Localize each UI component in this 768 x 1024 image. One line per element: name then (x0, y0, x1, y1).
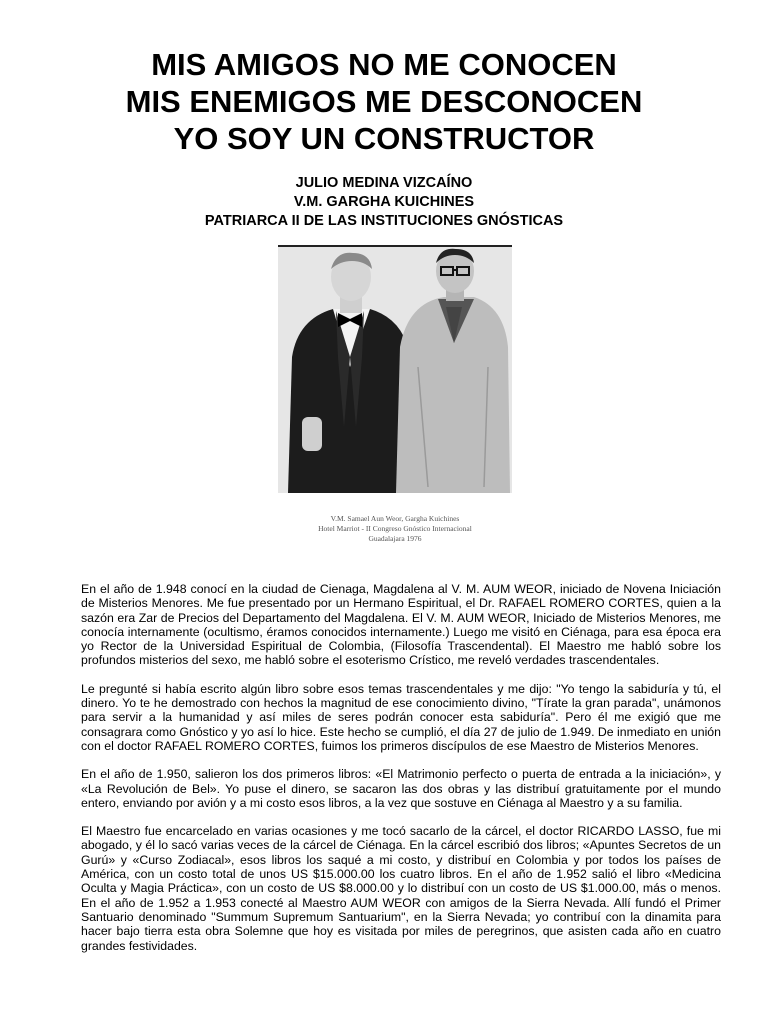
author-role: PATRIARCA II DE LAS INSTITUCIONES GNÓSTICAS (204, 213, 564, 229)
paragraph: En el año de 1.948 conocí en la ciudad de Cienaga, Magdalena al V. M. AUM WEOR, iniciado de Novena Iniciación de Misterios Menores. Me fue presentado por un Hermano Espiritual, el Dr. RAFAEL ROMERO CORTES, quien a la sazón era Zar de Precios del Departamento del Magdalena. El V. M. AUM WEOR, Iniciado de Misterios Menores, me conocía internamente (ocultismo, éramos conocidos internamente.) Luego me visitó en Ciénaga, para esa época era yo Rector de la Universidad Espiritual de Colombia, (Filosofía Trascendental). El Maestro me habló sobre los profundos misterios del sexo, me habló sobre el esoterismo Crístico, me reveló verdades trascendentales. (81, 582, 721, 668)
author-title: V.M. GARGHA KUICHINES (293, 194, 475, 210)
document-title (0, 46, 768, 157)
paragraph: Le pregunté si había escrito algún libro sobre esos temas trascendentales y me dijo: "Yo tengo la sabiduría y tú, el dinero. Yo te he demostrado con hechos la magnitud de ese conocimiento divino, "Tírate la gran parada", unámonos para servir a la humanidad y así miles de seres podrán conocer esta sabiduría". Pero él me exigió que me consagrara como Gnóstico y yo así lo hice. Este hecho se cumplió, el día 27 de julio de 1.949. De inmediato en unión con el doctor RAFAEL ROMERO CORTES, fuimos los primeros discípulos de ese Maestro de Misterios Menores. (81, 681, 721, 753)
title-line-1: MIS AMIGOS NO ME CONOCEN (151, 47, 617, 82)
paragraph: En el año de 1.950, salieron los dos primeros libros: «El Matrimonio perfecto o puerta de entrada a la iniciación», y «La Revolución de Bel». Yo puse el dinero, se sacaron las dos obras y las distribuí gratuitamente por el mundo entero, enviando por avión y a mi costo esos libros, a la vez que sostuve en Ciénaga al Maestro y a su familia. (81, 767, 721, 810)
body-text (81, 582, 721, 967)
caption-line-1: V.M. Samael Aun Weor, Gargha Kuichines (330, 514, 460, 523)
author-block (0, 174, 768, 231)
caption-line-2: Hotel Marriot - II Congreso Gnóstico Internacional (318, 524, 472, 533)
title-line-3: YO SOY UN CONSTRUCTOR (173, 121, 595, 156)
photo-caption (290, 514, 500, 544)
photo-two-men (278, 247, 512, 493)
photo-illustration (278, 247, 512, 493)
caption-line-3: Guadalajara 1976 (368, 534, 422, 543)
author-name: JULIO MEDINA VIZCAÍNO (295, 175, 473, 191)
title-line-2: MIS ENEMIGOS ME DESCONOCEN (125, 84, 643, 119)
paragraph: El Maestro fue encarcelado en varias ocasiones y me tocó sacarlo de la cárcel, el doctor RICARDO LASSO, fue mi abogado, y él lo sacó varias veces de la cárcel de Ciénaga. En la cárcel escribió dos libros; «Apuntes Secretos de un Gurú» y «Curso Zodiacal», esos libros los saqué a mi costo, y distribuí en Colombia y por todos los países de América, con un costo total de unos US $15.000.00 los cuatro libros. En el año de 1.952 salió el libro «Medicina Oculta y Magia Práctica», con un costo de US $8.000.00 y lo distribuí con un costo de US $1.000.00, más o menos. En el año de 1.952 a 1.953 conecté al Maestro AUM WEOR con amigos de la Sierra Nevada. Allí fundó el Primer Santuario denominado "Summum Supremum Santuarium", en la Sierra Nevada; yo contribuí con la dinamita para hacer bajo tierra esta obra Solemne que hoy es visitada por miles de peregrinos, que asisten cada año en cuatro grandes festividades. (81, 824, 721, 953)
